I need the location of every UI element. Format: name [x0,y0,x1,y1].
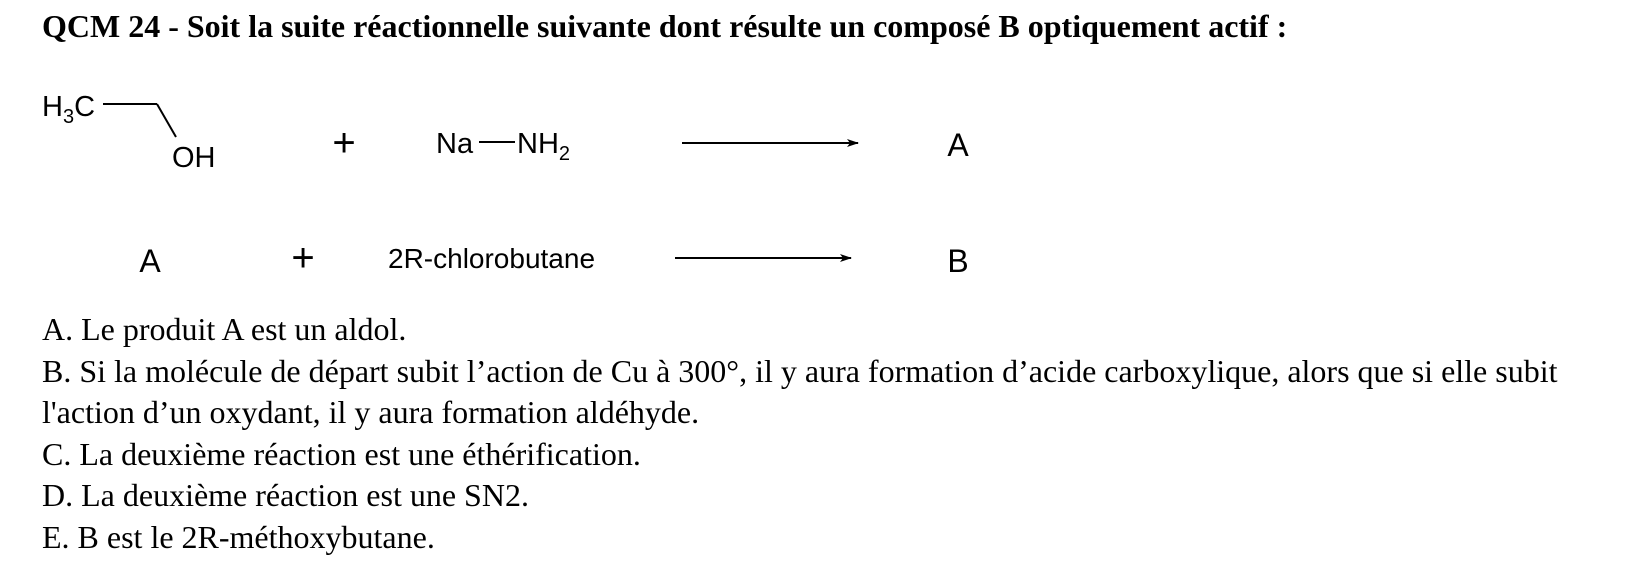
amine-subscript: 2 [558,143,571,165]
sodium-label: Na [436,128,474,160]
ethanol-structure [42,91,216,174]
bond-c-o [157,104,176,137]
question-title: QCM 24 - Soit la suite réactionnelle suivante dont résulte un composé B optiquement actif : [42,8,1288,44]
plus-sign-1: + [332,121,356,165]
answer-options [42,309,1602,558]
option-e-text: B est le 2R-méthoxybutane. [77,518,435,555]
product-a-label: A [947,127,969,163]
option-c [42,434,1602,476]
option-e [42,517,1602,559]
option-c-letter: C. [42,435,72,472]
product-b-label: B [947,243,969,279]
option-a-letter: A. [42,311,74,347]
option-d [42,475,1602,517]
hydroxyl-label: OH [172,142,216,174]
option-b [42,351,1602,434]
plus-sign-2: + [291,236,315,280]
reactant-a-label: A [139,243,161,279]
chlorobutane-label: 2R-chlorobutane [388,243,596,274]
sodium-amide-structure [436,128,570,165]
option-c-text: La deuxième réaction est une éthérification. [79,435,641,472]
option-b-text: Si la molécule de départ subit l’action de Cu à 300°, il y aura formation d’acide carboxylique, alors que si elle subit l'action d’un oxydant, il y aura formation aldéhyde. [42,352,1558,430]
option-d-letter: D. [42,477,74,513]
svg-text:NH2 [517,128,570,165]
option-e-letter: E. [42,518,70,555]
methyl-h-label: H [42,91,63,123]
svg-text:H3C [42,91,95,128]
option-a-text: Le produit A est un aldol. [81,311,407,347]
amine-label: NH [517,128,559,160]
methyl-subscript: 3 [62,106,75,128]
methyl-c-label: C [74,91,96,123]
option-a [42,309,1602,351]
option-d-text: La deuxième réaction est une SN2. [81,477,529,513]
option-b-letter: B. [42,352,72,389]
